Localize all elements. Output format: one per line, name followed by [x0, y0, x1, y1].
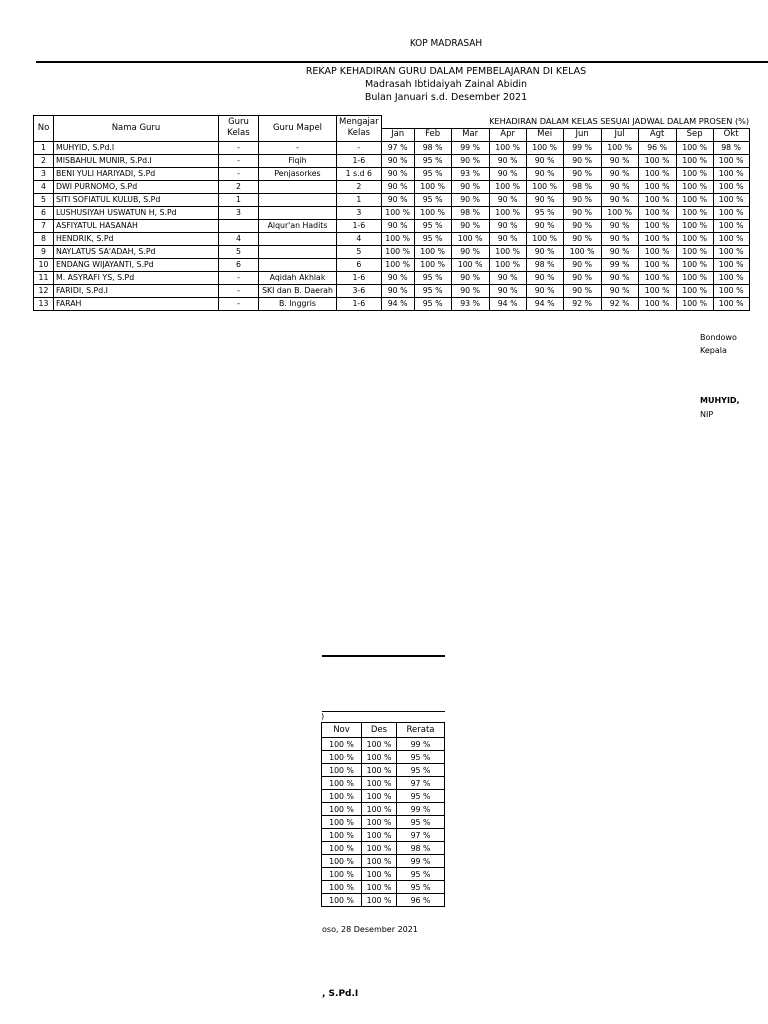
- row-month-value: 95 %: [414, 297, 451, 310]
- row-rerata: 99 %: [397, 855, 445, 868]
- row-mengajar-kelas: 4: [337, 232, 382, 245]
- row-guru-kelas: 5: [219, 245, 259, 258]
- row-month-value: 100 %: [381, 206, 414, 219]
- table-row: [34, 271, 750, 284]
- row-guru-mapel: [259, 232, 337, 245]
- row-month-value: 95 %: [414, 154, 451, 167]
- row-month-value: 100 %: [713, 284, 749, 297]
- header-rerata: Rerata: [397, 723, 445, 738]
- row-month-value: 100 %: [381, 245, 414, 258]
- row-no: 3: [34, 167, 54, 180]
- row-month-value: 100 %: [638, 193, 676, 206]
- header-no: No: [34, 116, 54, 142]
- row-month-value: 98 %: [563, 180, 601, 193]
- table-row: [34, 141, 750, 154]
- row-nama: MUHYID, S.Pd.I: [54, 141, 219, 154]
- row-mengajar-kelas: 3-6: [337, 284, 382, 297]
- row-nama: FARIDI, S.Pd.I: [54, 284, 219, 297]
- row-no: 7: [34, 219, 54, 232]
- row-month-value: 90 %: [563, 193, 601, 206]
- row-mengajar-kelas: -: [337, 141, 382, 154]
- row-month-value: 100 %: [676, 284, 713, 297]
- row-des: 100 %: [362, 816, 397, 829]
- row-month-value: 100 %: [676, 167, 713, 180]
- row-no: 2: [34, 154, 54, 167]
- header-rule: [36, 61, 768, 63]
- row-guru-mapel: -: [259, 141, 337, 154]
- row-month-value: 100 %: [526, 141, 563, 154]
- signature-date-fragment: oso, 28 Desember 2021: [322, 925, 418, 934]
- row-month-value: 90 %: [381, 271, 414, 284]
- row-month-value: 90 %: [381, 180, 414, 193]
- row-des: 100 %: [362, 842, 397, 855]
- row-month-value: 100 %: [676, 245, 713, 258]
- row-month-value: 90 %: [601, 193, 638, 206]
- row-month-value: 99 %: [601, 258, 638, 271]
- row-month-value: 100 %: [638, 219, 676, 232]
- row-mengajar-kelas: 1: [337, 193, 382, 206]
- row-rerata: 95 %: [397, 816, 445, 829]
- row-month-value: 90 %: [381, 219, 414, 232]
- row-month-value: 90 %: [451, 284, 489, 297]
- row-no: 6: [34, 206, 54, 219]
- header-month: Agt: [638, 128, 676, 141]
- table-row: [322, 894, 445, 907]
- row-nov: 100 %: [322, 868, 362, 881]
- row-month-value: 100 %: [676, 193, 713, 206]
- row-month-value: 100 %: [676, 258, 713, 271]
- row-no: 1: [34, 141, 54, 154]
- row-month-value: 90 %: [526, 167, 563, 180]
- table-row: [34, 232, 750, 245]
- row-month-value: 100 %: [713, 297, 749, 310]
- row-nama: M. ASYRAFI YS, S.Pd: [54, 271, 219, 284]
- row-month-value: 98 %: [713, 141, 749, 154]
- row-month-value: 90 %: [489, 167, 526, 180]
- row-month-value: 100 %: [676, 219, 713, 232]
- row-mengajar-kelas: 1 s.d 6: [337, 167, 382, 180]
- row-rerata: 95 %: [397, 868, 445, 881]
- row-month-value: 100 %: [526, 180, 563, 193]
- row-month-value: 100 %: [676, 232, 713, 245]
- row-des: 100 %: [362, 751, 397, 764]
- row-month-value: 100 %: [381, 258, 414, 271]
- row-nov: 100 %: [322, 894, 362, 907]
- signature-role: Kepala: [700, 346, 727, 355]
- row-month-value: 100 %: [713, 167, 749, 180]
- row-des: 100 %: [362, 881, 397, 894]
- row-month-value: 100 %: [638, 245, 676, 258]
- table-row: [322, 764, 445, 777]
- row-month-value: 100 %: [414, 206, 451, 219]
- row-month-value: 95 %: [414, 232, 451, 245]
- row-guru-kelas: [219, 219, 259, 232]
- row-guru-kelas: 4: [219, 232, 259, 245]
- row-des: 100 %: [362, 803, 397, 816]
- row-nov: 100 %: [322, 738, 362, 751]
- table-row: [322, 790, 445, 803]
- row-month-value: 97 %: [381, 141, 414, 154]
- table-row: [322, 842, 445, 855]
- table-row: [322, 738, 445, 751]
- row-des: 100 %: [362, 829, 397, 842]
- row-month-value: 100 %: [638, 271, 676, 284]
- row-guru-kelas: -: [219, 271, 259, 284]
- row-month-value: 90 %: [601, 180, 638, 193]
- signature-place: Bondowo: [700, 333, 737, 342]
- row-nama: HENDRIK, S.Pd: [54, 232, 219, 245]
- row-no: 13: [34, 297, 54, 310]
- row-month-value: 95 %: [414, 193, 451, 206]
- row-mengajar-kelas: 1-6: [337, 297, 382, 310]
- header-month: Sep: [676, 128, 713, 141]
- row-month-value: 90 %: [563, 284, 601, 297]
- table-row: [34, 180, 750, 193]
- row-month-value: 100 %: [676, 141, 713, 154]
- row-month-value: 100 %: [638, 180, 676, 193]
- row-guru-kelas: -: [219, 167, 259, 180]
- row-month-value: 90 %: [601, 154, 638, 167]
- table-row: [322, 803, 445, 816]
- row-month-value: 92 %: [563, 297, 601, 310]
- row-month-value: 100 %: [713, 245, 749, 258]
- row-month-value: 90 %: [526, 271, 563, 284]
- row-month-value: 100 %: [638, 167, 676, 180]
- row-nov: 100 %: [322, 751, 362, 764]
- header-des: Des: [362, 723, 397, 738]
- row-month-value: 100 %: [713, 271, 749, 284]
- row-guru-mapel: [259, 193, 337, 206]
- row-month-value: 99 %: [563, 141, 601, 154]
- table-row: [34, 245, 750, 258]
- row-guru-kelas: 2: [219, 180, 259, 193]
- signature-name-fragment: , S.Pd.I: [322, 989, 359, 999]
- row-month-value: 100 %: [414, 245, 451, 258]
- row-month-value: 100 %: [713, 154, 749, 167]
- row-month-value: 100 %: [451, 258, 489, 271]
- attendance-table: [33, 115, 750, 311]
- row-month-value: 100 %: [489, 258, 526, 271]
- row-rerata: 95 %: [397, 764, 445, 777]
- row-month-value: 100 %: [676, 154, 713, 167]
- row-month-value: 93 %: [451, 167, 489, 180]
- row-guru-kelas: -: [219, 297, 259, 310]
- row-nov: 100 %: [322, 881, 362, 894]
- row-nama: LUSHUSIYAH USWATUN H, S.Pd: [54, 206, 219, 219]
- row-month-value: 90 %: [563, 271, 601, 284]
- row-month-value: 100 %: [713, 180, 749, 193]
- row-no: 12: [34, 284, 54, 297]
- row-month-value: 90 %: [563, 206, 601, 219]
- row-month-value: 90 %: [601, 284, 638, 297]
- row-mengajar-kelas: 1-6: [337, 271, 382, 284]
- row-month-value: 94 %: [526, 297, 563, 310]
- row-month-value: 100 %: [489, 141, 526, 154]
- row-month-value: 90 %: [526, 193, 563, 206]
- row-month-value: 90 %: [451, 245, 489, 258]
- row-month-value: 90 %: [563, 258, 601, 271]
- header-kehadiran-group: KEHADIRAN DALAM KELAS SESUAI JADWAL DALAM PROSEN (%): [381, 116, 749, 129]
- row-rerata: 97 %: [397, 777, 445, 790]
- row-month-value: 100 %: [713, 258, 749, 271]
- row-guru-mapel: Alqur'an Hadits: [259, 219, 337, 232]
- row-rerata: 95 %: [397, 751, 445, 764]
- row-no: 11: [34, 271, 54, 284]
- row-guru-mapel: [259, 245, 337, 258]
- row-no: 10: [34, 258, 54, 271]
- row-month-value: 100 %: [601, 206, 638, 219]
- kop-madrasah: KOP MADRASAH: [409, 38, 483, 49]
- table-row: [322, 829, 445, 842]
- row-guru-mapel: B. Inggris: [259, 297, 337, 310]
- row-month-value: 92 %: [601, 297, 638, 310]
- header-guru-mapel: Guru Mapel: [259, 116, 337, 142]
- header-month: Jan: [381, 128, 414, 141]
- header-month: Jul: [601, 128, 638, 141]
- row-month-value: 90 %: [489, 219, 526, 232]
- row-guru-mapel: [259, 206, 337, 219]
- header-month: Apr: [489, 128, 526, 141]
- row-des: 100 %: [362, 855, 397, 868]
- row-month-value: 100 %: [676, 206, 713, 219]
- row-month-value: 100 %: [381, 232, 414, 245]
- row-des: 100 %: [362, 790, 397, 803]
- row-mengajar-kelas: 6: [337, 258, 382, 271]
- row-rerata: 96 %: [397, 894, 445, 907]
- row-guru-mapel: Fiqih: [259, 154, 337, 167]
- row-month-value: 100 %: [713, 206, 749, 219]
- row-nov: 100 %: [322, 777, 362, 790]
- row-rerata: 95 %: [397, 790, 445, 803]
- row-month-value: 90 %: [526, 154, 563, 167]
- row-month-value: 90 %: [381, 154, 414, 167]
- row-month-value: 100 %: [526, 232, 563, 245]
- row-guru-mapel: Aqidah Akhlak: [259, 271, 337, 284]
- row-month-value: 90 %: [526, 219, 563, 232]
- row-nov: 100 %: [322, 803, 362, 816]
- row-month-value: 90 %: [563, 232, 601, 245]
- row-guru-mapel: [259, 180, 337, 193]
- row-mengajar-kelas: 1-6: [337, 219, 382, 232]
- second-page-rule: [322, 655, 445, 657]
- row-month-value: 90 %: [526, 284, 563, 297]
- table-row: [34, 219, 750, 232]
- row-month-value: 90 %: [601, 219, 638, 232]
- row-nama: FARAH: [54, 297, 219, 310]
- table-row: [34, 154, 750, 167]
- row-month-value: 95 %: [414, 167, 451, 180]
- row-month-value: 98 %: [526, 258, 563, 271]
- row-no: 8: [34, 232, 54, 245]
- header-mengajar-kelas: Mengajar Kelas: [337, 116, 382, 142]
- row-month-value: 95 %: [414, 219, 451, 232]
- row-month-value: 90 %: [601, 245, 638, 258]
- table-row: [34, 284, 750, 297]
- table-row: [34, 167, 750, 180]
- row-month-value: 94 %: [381, 297, 414, 310]
- second-page-paren: ): [321, 712, 325, 721]
- row-month-value: 98 %: [451, 206, 489, 219]
- header-month: Feb: [414, 128, 451, 141]
- row-nama: DWI PURNOMO, S.Pd: [54, 180, 219, 193]
- row-month-value: 100 %: [676, 297, 713, 310]
- row-nov: 100 %: [322, 855, 362, 868]
- row-month-value: 90 %: [451, 271, 489, 284]
- row-guru-kelas: -: [219, 141, 259, 154]
- signature-name: MUHYID,: [700, 396, 740, 405]
- header-month: Jun: [563, 128, 601, 141]
- row-month-value: 93 %: [451, 297, 489, 310]
- table-row: [34, 193, 750, 206]
- row-month-value: 100 %: [489, 180, 526, 193]
- row-des: 100 %: [362, 777, 397, 790]
- row-month-value: 98 %: [414, 141, 451, 154]
- row-month-value: 100 %: [638, 284, 676, 297]
- row-month-value: 90 %: [489, 193, 526, 206]
- row-month-value: 90 %: [451, 180, 489, 193]
- row-guru-mapel: [259, 258, 337, 271]
- title-line-3: Bulan Januari s.d. Desember 2021: [364, 92, 528, 103]
- row-no: 5: [34, 193, 54, 206]
- table-row: [322, 881, 445, 894]
- row-month-value: 100 %: [563, 245, 601, 258]
- row-month-value: 90 %: [601, 232, 638, 245]
- document-title-block: [0, 65, 768, 104]
- header-nama-guru: Nama Guru: [54, 116, 219, 142]
- table-row: [322, 855, 445, 868]
- row-month-value: 100 %: [489, 245, 526, 258]
- row-month-value: 100 %: [414, 180, 451, 193]
- row-mengajar-kelas: 2: [337, 180, 382, 193]
- row-month-value: 100 %: [713, 193, 749, 206]
- attendance-table-body: [34, 141, 750, 310]
- row-month-value: 90 %: [489, 284, 526, 297]
- row-mengajar-kelas: 3: [337, 206, 382, 219]
- row-rerata: 99 %: [397, 738, 445, 751]
- row-month-value: 90 %: [489, 232, 526, 245]
- row-month-value: 100 %: [601, 141, 638, 154]
- row-nama: ENDANG WIJAYANTI, S.Pd: [54, 258, 219, 271]
- header-month: Mar: [451, 128, 489, 141]
- table-row: [34, 258, 750, 271]
- row-nama: MISBAHUL MUNIR, S.Pd.I: [54, 154, 219, 167]
- row-no: 4: [34, 180, 54, 193]
- row-month-value: 94 %: [489, 297, 526, 310]
- row-guru-kelas: -: [219, 284, 259, 297]
- row-nov: 100 %: [322, 764, 362, 777]
- row-nov: 100 %: [322, 842, 362, 855]
- signature-nip: NIP: [700, 410, 714, 419]
- row-month-value: 90 %: [489, 154, 526, 167]
- title-line-1: REKAP KEHADIRAN GURU DALAM PEMBELAJARAN DI KELAS: [305, 66, 587, 77]
- row-guru-kelas: 1: [219, 193, 259, 206]
- row-month-value: 90 %: [489, 271, 526, 284]
- row-des: 100 %: [362, 764, 397, 777]
- row-month-value: 100 %: [638, 154, 676, 167]
- row-month-value: 90 %: [381, 167, 414, 180]
- row-month-value: 90 %: [451, 219, 489, 232]
- row-month-value: 100 %: [713, 232, 749, 245]
- row-rerata: 95 %: [397, 881, 445, 894]
- table-row: [322, 868, 445, 881]
- row-guru-kelas: 3: [219, 206, 259, 219]
- row-mengajar-kelas: 1-6: [337, 154, 382, 167]
- row-des: 100 %: [362, 868, 397, 881]
- row-des: 100 %: [362, 738, 397, 751]
- table-row: [322, 751, 445, 764]
- row-month-value: 100 %: [451, 232, 489, 245]
- row-nov: 100 %: [322, 790, 362, 803]
- row-guru-mapel: Penjasorkes: [259, 167, 337, 180]
- row-des: 100 %: [362, 894, 397, 907]
- row-rerata: 98 %: [397, 842, 445, 855]
- table-row: [34, 206, 750, 219]
- row-guru-kelas: 6: [219, 258, 259, 271]
- continued-table-body: [322, 738, 445, 907]
- row-nov: 100 %: [322, 829, 362, 842]
- second-page-thin-rule: [322, 711, 445, 712]
- row-month-value: 95 %: [414, 271, 451, 284]
- row-month-value: 100 %: [713, 219, 749, 232]
- row-nama: ASFIYATUL HASANAH: [54, 219, 219, 232]
- row-month-value: 90 %: [563, 154, 601, 167]
- row-month-value: 90 %: [601, 167, 638, 180]
- header-month: Mei: [526, 128, 563, 141]
- header-guru-kelas: Guru Kelas: [219, 116, 259, 142]
- row-nama: BENI YULI HARIYADI, S.Pd: [54, 167, 219, 180]
- row-month-value: 95 %: [526, 206, 563, 219]
- row-month-value: 90 %: [601, 271, 638, 284]
- row-month-value: 90 %: [381, 284, 414, 297]
- row-nama: NAYLATUS SA'ADAH, S.Pd: [54, 245, 219, 258]
- row-month-value: 90 %: [563, 167, 601, 180]
- table-row: [322, 777, 445, 790]
- row-month-value: 99 %: [451, 141, 489, 154]
- row-no: 9: [34, 245, 54, 258]
- row-month-value: 90 %: [563, 219, 601, 232]
- row-guru-mapel: SKI dan B. Daerah: [259, 284, 337, 297]
- row-month-value: 90 %: [451, 193, 489, 206]
- row-month-value: 100 %: [638, 297, 676, 310]
- row-month-value: 100 %: [638, 232, 676, 245]
- title-line-2: Madrasah Ibtidaiyah Zainal Abidin: [364, 79, 528, 90]
- row-month-value: 90 %: [451, 154, 489, 167]
- row-month-value: 95 %: [414, 284, 451, 297]
- row-month-value: 100 %: [638, 258, 676, 271]
- row-month-value: 90 %: [526, 245, 563, 258]
- table-row: [34, 297, 750, 310]
- row-month-value: 100 %: [489, 206, 526, 219]
- table-row: [322, 816, 445, 829]
- row-month-value: 100 %: [414, 258, 451, 271]
- row-rerata: 99 %: [397, 803, 445, 816]
- header-nov: Nov: [322, 723, 362, 738]
- row-mengajar-kelas: 5: [337, 245, 382, 258]
- row-nama: SITI SOFIATUL KULUB, S.Pd: [54, 193, 219, 206]
- row-month-value: 100 %: [676, 271, 713, 284]
- row-month-value: 96 %: [638, 141, 676, 154]
- row-rerata: 97 %: [397, 829, 445, 842]
- row-guru-kelas: -: [219, 154, 259, 167]
- row-month-value: 100 %: [638, 206, 676, 219]
- row-nov: 100 %: [322, 816, 362, 829]
- row-month-value: 90 %: [381, 193, 414, 206]
- header-month: Okt: [713, 128, 749, 141]
- row-month-value: 100 %: [676, 180, 713, 193]
- attendance-table-continued: [321, 722, 445, 907]
